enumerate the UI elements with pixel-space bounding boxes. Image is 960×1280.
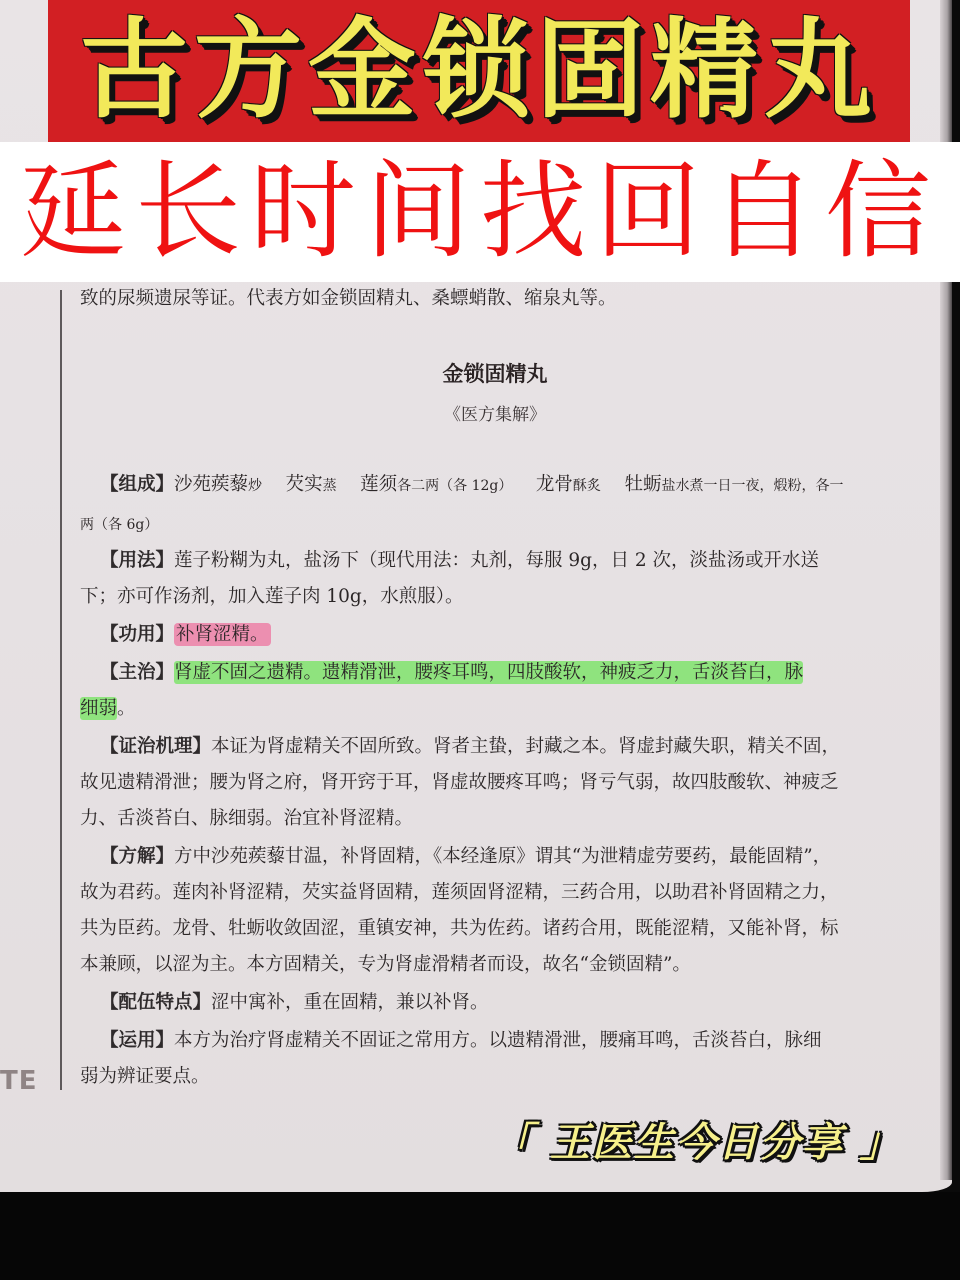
- usage-text-1: 莲子粉糊为丸，盐汤下（现代用法：丸剂，每服 9g，日 2 次，淡盐汤或开水送: [174, 550, 820, 571]
- features-label: 【配伍特点】: [100, 992, 212, 1013]
- mechanism-line-2: 故见遗精滑泄；腰为肾之府，肾开窍于耳，肾虚故腰疼耳鸣；肾亏气弱，故四肢酸软、神疲乏: [80, 772, 839, 793]
- usage-line-1: [100, 546, 819, 576]
- dark-background: [0, 1192, 960, 1280]
- margin-rule: [60, 290, 62, 1090]
- application-text-1: 本方为治疗肾虚精关不固证之常用方。以遗精滑泄，腰痛耳鸣，舌淡苔白，脉细: [174, 1030, 822, 1051]
- function-line: [100, 620, 271, 650]
- herb-4-note: 酥炙: [572, 478, 601, 494]
- function-label: 【功用】: [100, 624, 175, 645]
- margin-mark: TE: [0, 1068, 38, 1094]
- composition-label: 【组成】: [100, 474, 175, 495]
- indication-line-1: [100, 658, 803, 688]
- analysis-line-4: 本兼顾，以涩为主。本方固精关，专为肾虚滑精者而设，故名“金锁固精”。: [80, 954, 691, 975]
- author-share-tag: 「 王医生今日分享 」: [492, 1120, 902, 1166]
- indication-end: 。: [117, 698, 136, 719]
- application-label: 【运用】: [100, 1030, 175, 1051]
- analysis-text-1: 方中沙苑蒺藜甘温，补肾固精，《本经逢原》谓其“为泄精虚劳要药，最能固精”，: [174, 846, 832, 867]
- indication-line-2: [80, 694, 136, 724]
- application-line-2: 弱为辨证要点。: [80, 1066, 210, 1087]
- herb-1: 沙苑蒺藜: [174, 474, 249, 495]
- mechanism-line-3: 力、舌淡苔白、脉细弱。治宜补肾涩精。: [80, 808, 414, 829]
- subtitle-banner: [0, 142, 960, 282]
- features-text: 涩中寓补，重在固精，兼以补肾。: [211, 992, 489, 1013]
- analysis-line-2: 故为君药。莲肉补肾涩精，芡实益肾固精，莲须固肾涩精，三药合用，以助君补肾固精之力，: [80, 882, 839, 903]
- formula-source: 《医方集解》: [444, 405, 546, 425]
- analysis-label: 【方解】: [100, 846, 175, 867]
- formula-title: 金锁固精丸: [442, 361, 548, 386]
- mechanism-line-1: [100, 732, 840, 762]
- herb-3: 莲须: [360, 474, 398, 495]
- title-banner: [48, 0, 910, 142]
- herb-4: 龙骨: [535, 474, 573, 495]
- herb-2: 芡实: [285, 474, 323, 495]
- application-line-1: [100, 1026, 822, 1056]
- analysis-line-1: [100, 842, 831, 872]
- herb-5-note: 盐水煮一日一夜，煅粉，各一: [661, 478, 844, 494]
- banner-title: 古方金锁固精丸: [79, 7, 878, 133]
- usage-line-2: 下；亦可作汤剂，加入莲子肉 10g，水煎服）。: [80, 586, 464, 607]
- herb-2-note: 蒸: [322, 478, 337, 494]
- herb-3-note: 各二两（各 12g）: [397, 478, 513, 494]
- herb-1-note: 炒: [248, 478, 263, 494]
- mechanism-text-1: 本证为肾虚精关不固所致。肾者主蛰，封藏之本。肾虚封藏失职，精关不固，: [211, 736, 841, 757]
- composition-line-2: 两（各 6g）: [80, 517, 159, 533]
- mechanism-label: 【证治机理】: [100, 736, 212, 757]
- intro-line: 致的尿频遗尿等证。代表方如金锁固精丸、桑螵蛸散、缩泉丸等。: [80, 288, 617, 309]
- herb-5: 牡蛎: [624, 474, 662, 495]
- indication-label: 【主治】: [100, 662, 175, 683]
- usage-label: 【用法】: [100, 550, 175, 571]
- features-line: [100, 988, 489, 1018]
- indication-highlight-2: 细弱: [80, 698, 118, 719]
- analysis-line-3: 共为臣药。龙骨、牡蛎收敛固涩，重镇安神，共为佐药。诸药合用，既能涩精，又能补肾，标: [80, 918, 839, 939]
- banner-subtitle: 延长时间找回自信: [20, 150, 940, 273]
- function-highlight: 补肾涩精。: [176, 624, 269, 645]
- indication-highlight-1: 肾虚不固之遗精。遗精滑泄，腰疼耳鸣，四肢酸软，神疲乏力，舌淡苔白，脉: [174, 662, 804, 683]
- composition-line-1: [100, 470, 843, 500]
